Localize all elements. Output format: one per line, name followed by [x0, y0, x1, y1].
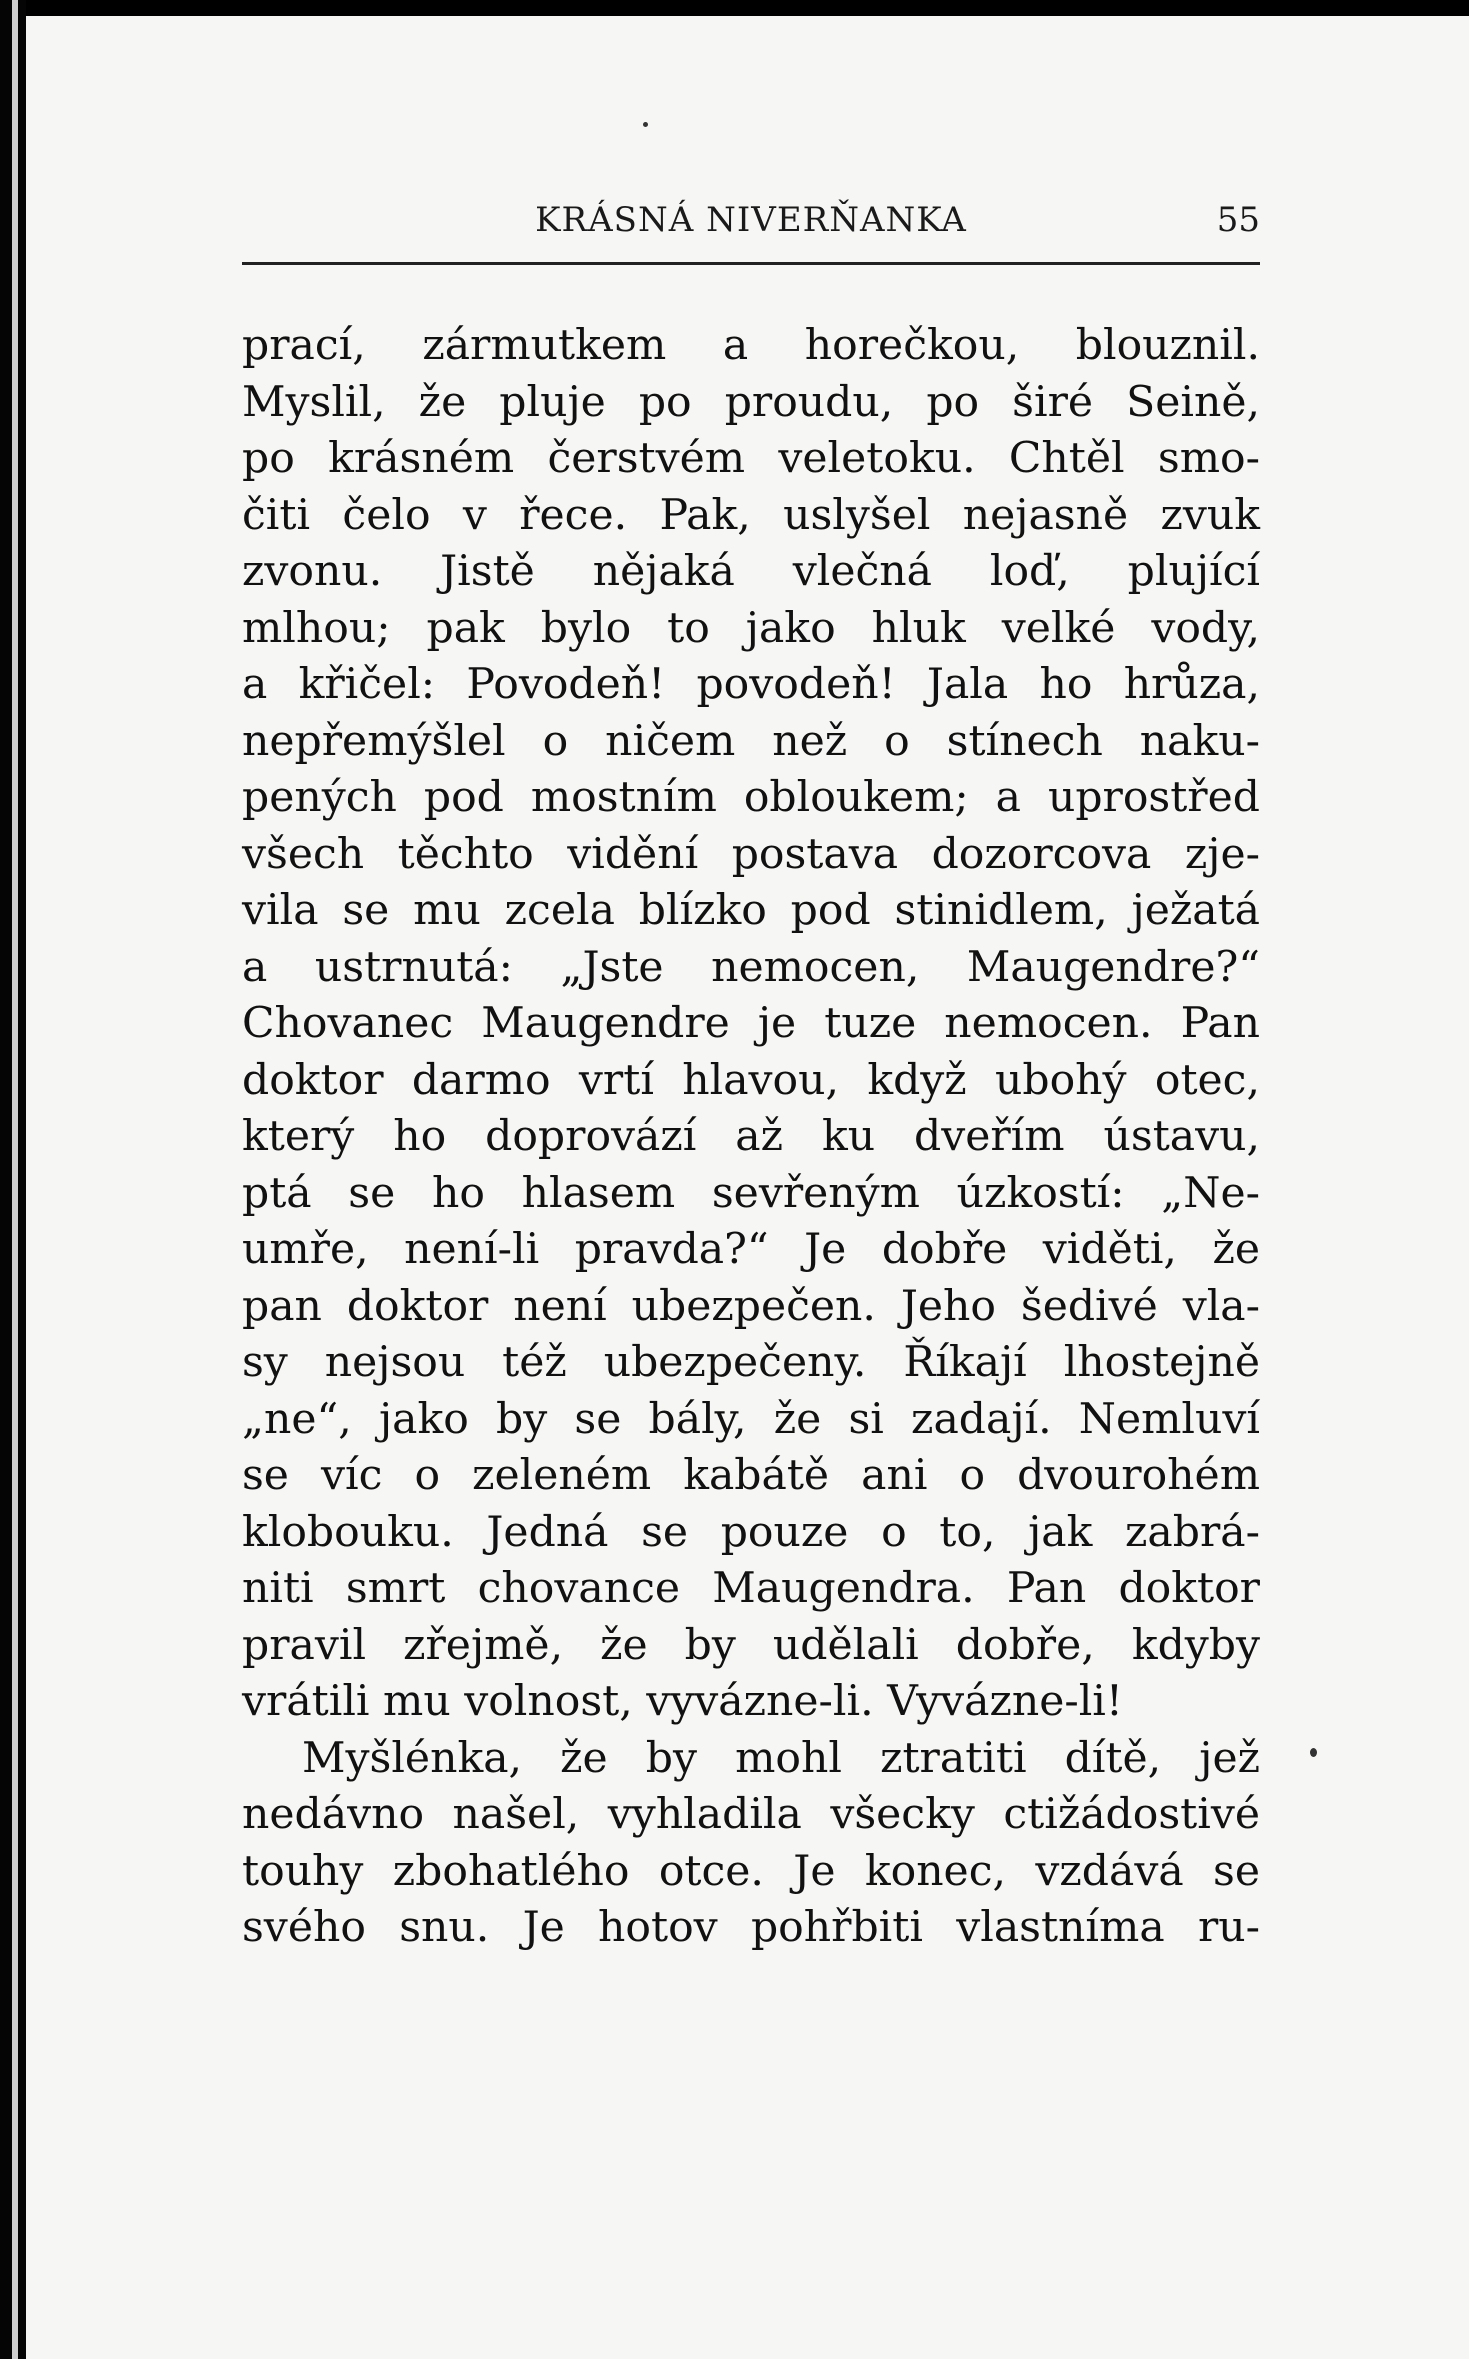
- text-line: umře, není-li pravda?“ Je dobře viděti, že: [242, 1225, 1260, 1274]
- text-line: nepřemýšlel o ničem než o stínech naku-: [242, 716, 1260, 766]
- text-line: a křičel: Povodeň! povodeň! Jala ho hrůza,: [242, 660, 1260, 709]
- text-line: mlhou; pak bylo to jako hluk velké vody,: [242, 603, 1260, 653]
- text-line: se víc o zeleném kabátě ani o dvourohém: [242, 1451, 1260, 1500]
- page-header: [242, 200, 1260, 250]
- scan-binding-strip: [12, 0, 18, 2359]
- text-line: touhy zbohatlého otce. Je konec, vzdává se: [242, 1846, 1260, 1896]
- text-line: který ho doprovází až ku dveřím ústavu,: [242, 1112, 1260, 1161]
- page-number: 55: [1216, 200, 1260, 240]
- text-line: čiti čelo v řece. Pak, uslyšel nejasně zvuk: [242, 490, 1260, 540]
- text-line: pan doktor není ubezpečen. Jeho šedivé vla-: [242, 1281, 1260, 1331]
- running-title: KRÁSNÁ NIVERŇANKA: [535, 200, 967, 240]
- text-line: pravil zřejmě, že by udělali dobře, kdyby: [242, 1620, 1260, 1670]
- text-line: Chovanec Maugendre je tuze nemocen. Pan: [242, 999, 1260, 1048]
- text-line: vrátili mu volnost, vyvázne-li. Vyvázne-li!: [242, 1677, 1123, 1726]
- text-line: niti smrt chovance Maugendra. Pan doktor: [242, 1564, 1260, 1613]
- scan-speck: [643, 122, 648, 127]
- text-line: zvonu. Jistě nějaká vlečná loď, plující: [242, 547, 1260, 596]
- body-text: [242, 318, 1260, 1957]
- paragraph-first-line: Myšlénka, že by mohl ztratiti dítě, jež: [302, 1733, 1260, 1783]
- text-line: „ne“, jako by se bály, že si zadají. Nemluví: [242, 1394, 1260, 1444]
- text-line: Myslil, že pluje po proudu, po širé Seině,: [242, 377, 1260, 427]
- text-line: svého snu. Je hotov pohřbiti vlastníma ru-: [242, 1903, 1260, 1952]
- text-line: nedávno našel, vyhladila všecky ctižádostivé: [242, 1790, 1260, 1839]
- text-line: klobouku. Jedná se pouze o to, jak zabrá-: [242, 1507, 1260, 1557]
- text-line: doktor darmo vrtí hlavou, když ubohý otec,: [242, 1055, 1260, 1105]
- text-line: sy nejsou též ubezpečeny. Říkají lhostejně: [242, 1338, 1260, 1387]
- text-line: prací, zármutkem a horečkou, blouznil.: [242, 321, 1260, 370]
- header-rule: [242, 262, 1260, 265]
- text-line: a ustrnutá: „Jste nemocen, Maugendre?“: [242, 942, 1260, 992]
- scan-speck: [1310, 1748, 1317, 1757]
- text-line: vila se mu zcela blízko pod stinidlem, ježatá: [242, 886, 1260, 935]
- text-line: všech těchto vidění postava dozorcova zje-: [242, 829, 1260, 879]
- text-line: po krásném čerstvém veletoku. Chtěl smo-: [242, 434, 1260, 483]
- scan-top-border: [0, 0, 1469, 16]
- text-line: pených pod mostním obloukem; a uprostřed: [242, 773, 1260, 822]
- text-line: ptá se ho hlasem sevřeným úzkostí: „Ne-: [242, 1168, 1260, 1218]
